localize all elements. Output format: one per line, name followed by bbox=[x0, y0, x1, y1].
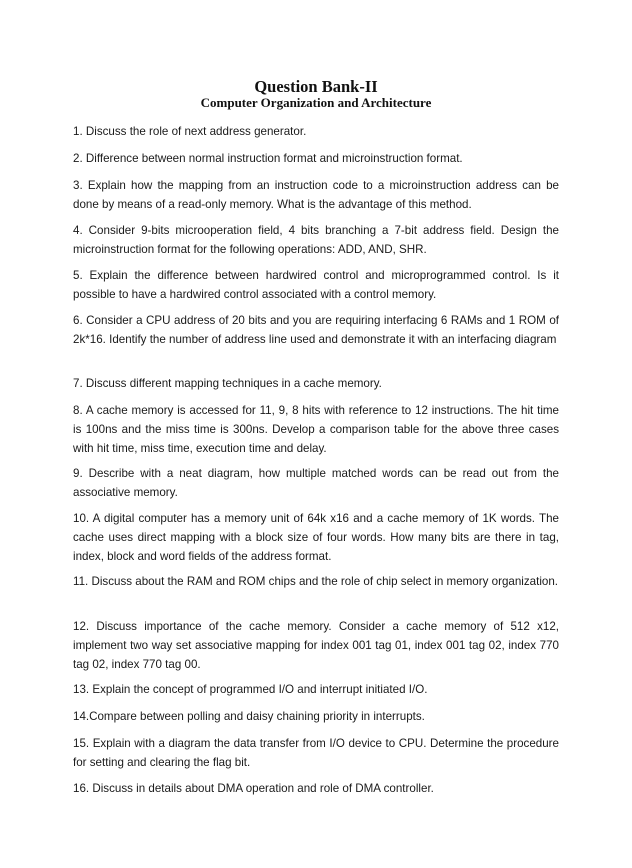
question-2: 2. Difference between normal instruction format and microinstruction format. bbox=[73, 152, 463, 165]
question-1: 1. Discuss the role of next address generator. bbox=[73, 125, 307, 138]
question-13: 13. Explain the concept of programmed I/O and interrupt initiated I/O. bbox=[73, 683, 428, 696]
page-title: Question Bank-II bbox=[254, 77, 378, 96]
question-6: 6. Consider a CPU address of 20 bits and you are requiring interfacing 6 RAMs and 1 ROM of 2k*16. Identify the number of address line used and demonstrate it with an interfacing diagram bbox=[73, 314, 559, 346]
question-9: 9. Describe with a neat diagram, how multiple matched words can be read out from the associative memory. bbox=[73, 467, 559, 499]
question-7: 7. Discuss different mapping techniques in a cache memory. bbox=[73, 377, 382, 390]
question-15: 15. Explain with a diagram the data transfer from I/O device to CPU. Determine the procedure for setting and clearing the flag bit. bbox=[73, 737, 559, 769]
page-subtitle: Computer Organization and Architecture bbox=[200, 95, 432, 110]
question-11: 11. Discuss about the RAM and ROM chips and the role of chip select in memory organization. bbox=[73, 575, 559, 588]
question-14: 14.Compare between polling and daisy chaining priority in interrupts. bbox=[73, 710, 425, 723]
question-16: 16. Discuss in details about DMA operation and role of DMA controller. bbox=[73, 782, 434, 795]
question-4: 4. Consider 9-bits microoperation field, 4 bits branching a 7-bit address field. Design the microinstruction format for the following operations: ADD, AND, SHR. bbox=[73, 224, 559, 256]
question-8: 8. A cache memory is accessed for 11, 9, 8 hits with reference to 12 instructions. The hit time is 100ns and the miss time is 300ns. Develop a comparison table for the above three cases with hit time, miss time, execution time and delay. bbox=[73, 404, 559, 455]
question-10: 10. A digital computer has a memory unit of 64k x16 and a cache memory of 1K words. The cache uses direct mapping with a block size of four words. How many bits are there in tag, index, block and word fields of the address format. bbox=[73, 512, 559, 563]
question-5: 5. Explain the difference between hardwired control and microprogrammed control. Is it possible to have a hardwired control associated with a control memory. bbox=[73, 269, 559, 301]
question-12: 12. Discuss importance of the cache memory. Consider a cache memory of 512 x12, implement two way set associative mapping for index 001 tag 01, index 001 tag 02, index 770 tag 02, index 770 tag 00. bbox=[73, 620, 559, 671]
question-3: 3. Explain how the mapping from an instruction code to a microinstruction address can be done by means of a read-only memory. What is the advantage of this method. bbox=[73, 179, 559, 211]
